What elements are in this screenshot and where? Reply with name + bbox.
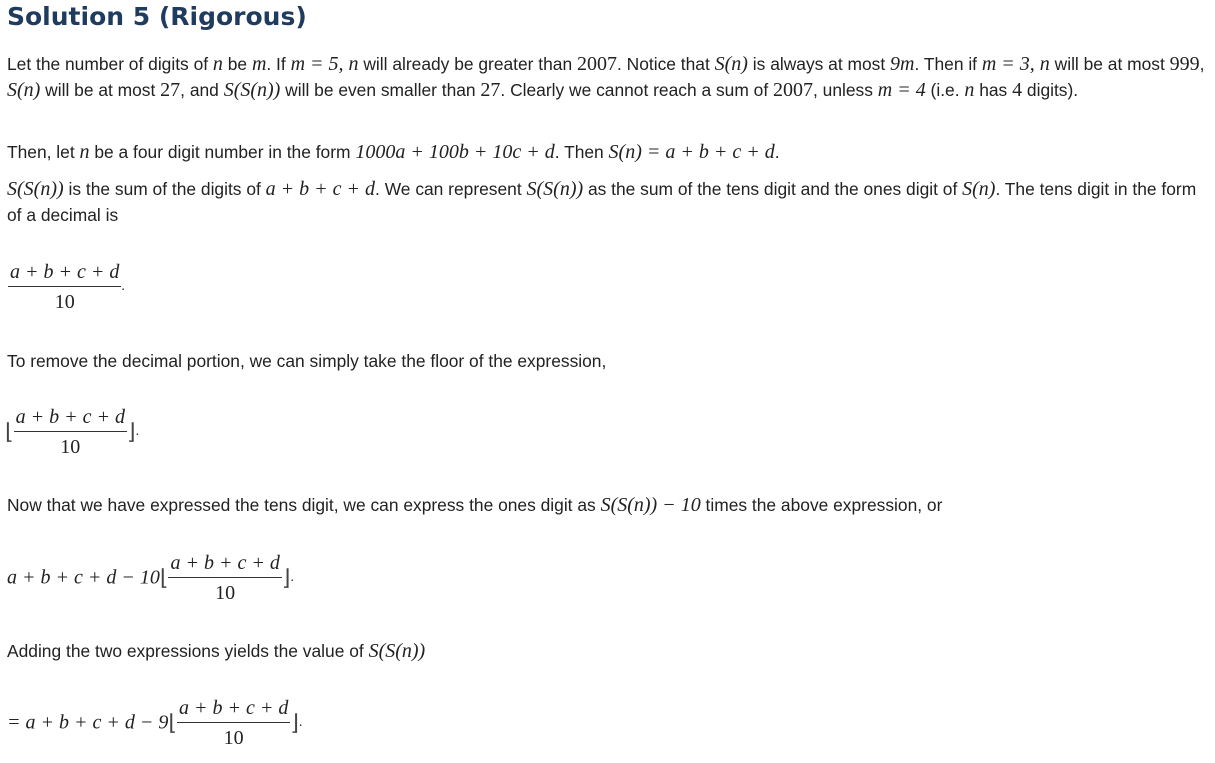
- math-inline: S(n): [962, 178, 996, 200]
- math-inline: S(n): [714, 53, 748, 75]
- text-fragment: (i.e.: [925, 80, 965, 100]
- math-inline: S(S(n)): [526, 178, 584, 200]
- fraction: [8, 261, 121, 313]
- text-fragment: To remove the decimal portion, we can simply take the floor of the expression,: [7, 351, 607, 371]
- fraction: [177, 697, 290, 749]
- math-inline: S(S(n)): [7, 178, 64, 200]
- equation-ones-digit: [7, 552, 294, 604]
- paragraph-four-digit-form: [7, 139, 1207, 165]
- math-inline: m = 5, n: [290, 53, 359, 75]
- math-inline: S(S(n)): [223, 79, 281, 101]
- paragraph-floor-intro: [7, 348, 1207, 374]
- solution-heading: Solution 5 (Rigorous): [7, 2, 307, 31]
- right-floor-bracket: ⌋: [126, 419, 136, 444]
- math-inline: 2007: [773, 79, 813, 101]
- text-fragment: Then, let: [7, 142, 80, 162]
- text-fragment: , unless: [813, 80, 878, 100]
- text-fragment: will already be greater than: [358, 54, 577, 74]
- fraction-denominator: 10: [223, 727, 244, 749]
- paragraph-digit-sum: [7, 176, 1207, 228]
- math-inline: 4: [1012, 79, 1023, 101]
- text-fragment: . If: [266, 54, 291, 74]
- math-inline: m = 3, n: [981, 53, 1050, 75]
- text-fragment: . Then if: [914, 54, 982, 74]
- left-floor-bracket: ⌊: [5, 419, 14, 444]
- text-fragment: Adding the two expressions yields the value of: [7, 641, 369, 661]
- math-inline: m = 4: [877, 79, 926, 101]
- fraction-denominator: 10: [60, 436, 81, 458]
- equation-lead: = a + b + c + d − 9: [7, 711, 169, 734]
- fraction-numerator: a + b + c + d: [8, 261, 121, 287]
- left-floor-bracket: ⌊: [159, 565, 169, 590]
- math-inline: 2007: [577, 53, 617, 75]
- math-inline: n: [79, 141, 90, 163]
- text-fragment: will be at most: [40, 80, 161, 100]
- text-fragment: ,: [1199, 54, 1205, 74]
- math-inline: 1000a + 100b + 10c + d: [355, 141, 555, 163]
- fraction: [168, 552, 281, 604]
- text-fragment: will be even smaller than: [280, 80, 481, 100]
- fraction-denominator: 10: [54, 291, 75, 313]
- text-fragment: will be at most: [1049, 54, 1170, 74]
- equation-lead: a + b + c + d − 10: [7, 566, 160, 589]
- text-fragment: digits).: [1022, 80, 1079, 100]
- text-fragment: . We can represent: [375, 179, 527, 199]
- paragraph-adding: [7, 638, 1207, 664]
- equation-period: .: [290, 570, 294, 585]
- paragraph-digit-count: [7, 51, 1207, 103]
- text-fragment: is the sum of the digits of: [63, 179, 266, 199]
- math-inline: a + b + c + d: [265, 178, 376, 200]
- fraction: [14, 406, 127, 458]
- text-fragment: be: [222, 54, 252, 74]
- text-fragment: . The tens digit in the form of a decimal is: [7, 179, 1197, 225]
- paragraph-ones-digit: [7, 492, 1207, 518]
- left-floor-bracket: ⌊: [168, 710, 177, 735]
- math-inline: 999: [1169, 53, 1200, 75]
- math-inline: S(S(n)) − 10: [600, 494, 701, 516]
- equation-period: .: [298, 715, 303, 730]
- text-fragment: times the above expression, or: [700, 495, 943, 515]
- text-fragment: is always at most: [747, 54, 891, 74]
- math-inline: 27: [480, 79, 501, 101]
- math-inline: n: [964, 79, 975, 101]
- equation-tens-floor: [5, 406, 139, 458]
- text-fragment: as the sum of the tens digit and the ones digit of: [583, 179, 963, 199]
- fraction-denominator: 10: [215, 582, 236, 604]
- text-fragment: Now that we have expressed the tens digit, we can express the ones digit as: [7, 495, 601, 515]
- equation-tens-decimal: [8, 261, 125, 313]
- fraction-numerator: a + b + c + d: [177, 697, 290, 723]
- math-inline: S(S(n)): [368, 640, 426, 662]
- equation-final: [7, 697, 302, 749]
- text-fragment: Let the number of digits of: [7, 54, 213, 74]
- math-inline: m: [251, 53, 267, 75]
- text-fragment: . Notice that: [617, 54, 715, 74]
- text-fragment: .: [774, 142, 780, 162]
- math-inline: n: [212, 53, 223, 75]
- text-fragment: be a four digit number in the form: [89, 142, 356, 162]
- fraction-numerator: a + b + c + d: [168, 552, 281, 578]
- math-inline: S(n): [7, 79, 41, 101]
- text-fragment: . Clearly we cannot reach a sum of: [500, 80, 773, 100]
- fraction-numerator: a + b + c + d: [14, 406, 127, 432]
- equation-period: .: [135, 424, 140, 439]
- math-inline: 9m: [890, 53, 915, 75]
- equation-period: .: [121, 279, 125, 294]
- math-inline: S(n) = a + b + c + d: [608, 141, 775, 163]
- math-inline: 27: [160, 79, 181, 101]
- text-fragment: . Then: [554, 142, 609, 162]
- text-fragment: , and: [180, 80, 224, 100]
- right-floor-bracket: ⌋: [290, 710, 299, 735]
- right-floor-bracket: ⌋: [281, 565, 291, 590]
- text-fragment: has: [974, 80, 1013, 100]
